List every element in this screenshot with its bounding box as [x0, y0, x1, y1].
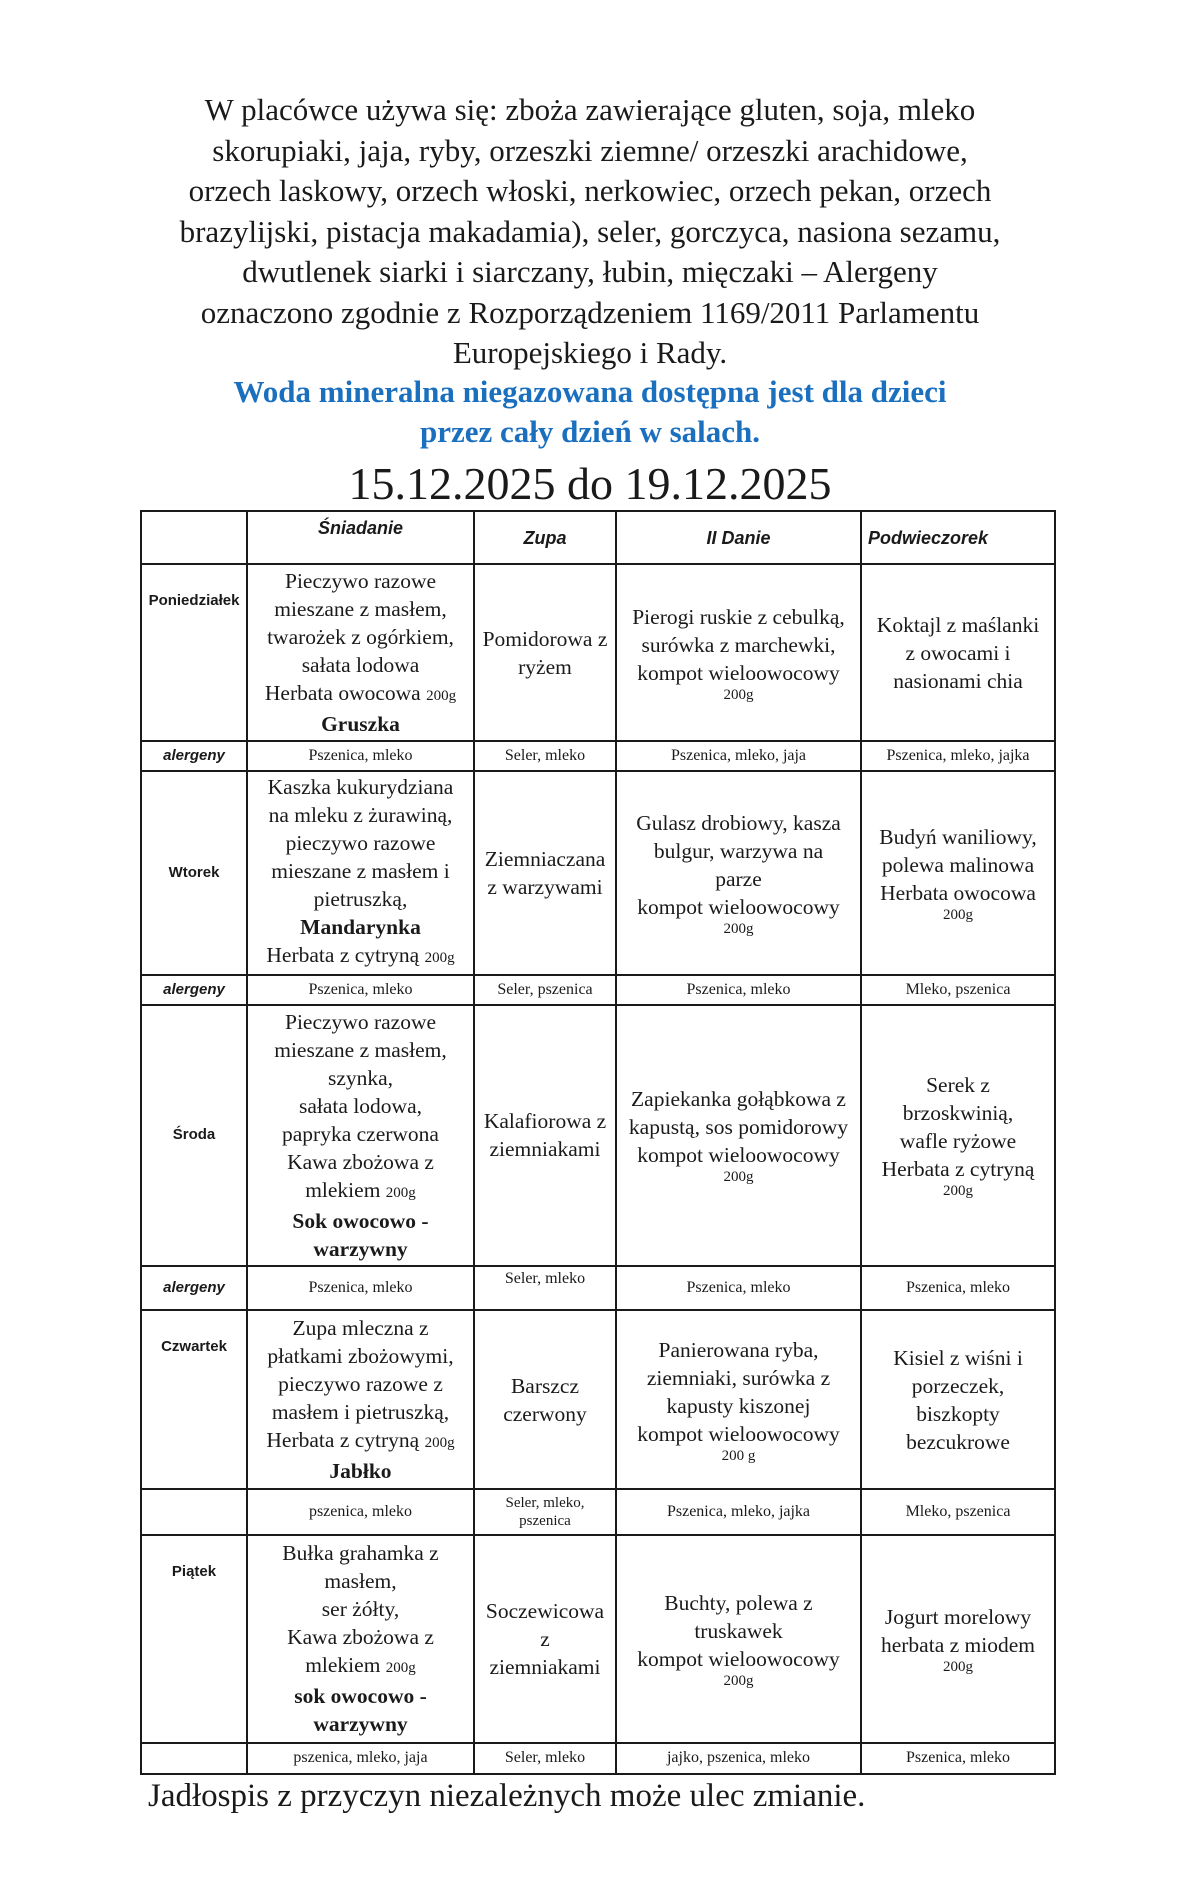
- menu-text: Herbata z cytryną: [266, 943, 420, 968]
- allergen-main: Pszenica, mleko, jajka: [616, 1489, 861, 1534]
- menu-text: mlekiem: [305, 1177, 381, 1202]
- allergen-breakfast: pszenica, mleko, jaja: [247, 1743, 474, 1774]
- menu-line: ziemniakami: [489, 1654, 601, 1679]
- menu-line: na mleku z żurawiną,: [268, 803, 453, 828]
- menu-line: polewa malinowa: [881, 852, 1035, 877]
- menu-line: porzeczek,: [911, 1373, 1005, 1398]
- snack-cell: [861, 564, 1055, 741]
- allergen-row: [141, 1266, 1055, 1310]
- portion-weight: 200g: [424, 950, 455, 967]
- menu-line: [250, 1176, 471, 1207]
- allergen-snack: Mleko, pszenica: [861, 1489, 1055, 1534]
- snack-cell: [861, 771, 1055, 974]
- menu-line: ser żółty,: [321, 1597, 400, 1622]
- menu-line: biszkopty: [916, 1401, 1000, 1426]
- menu-line: kapusty kiszonej: [666, 1393, 811, 1418]
- menu-line: herbata z miodem: [880, 1632, 1036, 1657]
- allergen-label: [141, 1489, 247, 1534]
- menu-line: Gulasz drobiowy, kasza: [636, 810, 841, 835]
- snack-cell: [861, 1310, 1055, 1489]
- water-line: przez cały dzień w salach.: [419, 414, 761, 449]
- portion-weight: 200g: [943, 1658, 973, 1675]
- menu-line: Jogurt morelowy: [884, 1604, 1032, 1629]
- notice-line: brazylijski, pistacja makadamia), seler, gorczyca, nasiona sezamu,: [179, 213, 1001, 249]
- allergen-label: alergeny: [141, 1266, 247, 1310]
- allergen-snack: Pszenica, mleko, jajka: [861, 741, 1055, 771]
- menu-line: Koktajl z maślanki: [876, 612, 1040, 637]
- allergen-soup: [474, 1489, 616, 1534]
- juice-line: warzywny: [313, 1236, 408, 1261]
- menu-text: mlekiem: [305, 1653, 381, 1678]
- menu-line: ziemniaki, surówka z: [646, 1365, 831, 1390]
- menu-line: Bułka grahamka z: [282, 1541, 439, 1566]
- menu-line: Zupa mleczna z: [292, 1316, 429, 1341]
- allergen-main: Pszenica, mleko: [616, 1266, 861, 1310]
- main-cell: [616, 1535, 861, 1743]
- soup-cell: [474, 1310, 616, 1489]
- allergen-soup: Seler, pszenica: [474, 975, 616, 1005]
- allergen-breakfast: Pszenica, mleko: [247, 741, 474, 771]
- allergen-label: alergeny: [141, 741, 247, 771]
- fruit-line: Jabłko: [329, 1459, 392, 1484]
- day-name: Piątek: [141, 1535, 247, 1743]
- main-cell: [616, 1310, 861, 1489]
- menu-line: sałata lodowa,: [299, 1093, 422, 1118]
- notice-line: skorupiaki, jaja, ryby, orzeszki ziemne/ orzeszki arachidowe,: [212, 132, 968, 168]
- main-cell: [616, 564, 861, 741]
- menu-line: surówka z marchewki,: [641, 632, 836, 657]
- menu-line: z: [540, 1626, 550, 1651]
- allergen-row: [141, 1489, 1055, 1534]
- main-cell: [616, 771, 861, 974]
- menu-line: masłem i pietruszką,: [271, 1400, 450, 1425]
- soup-cell: [474, 771, 616, 974]
- portion-weight: 200g: [426, 688, 457, 705]
- menu-line: bulgur, warzywa na: [653, 838, 824, 863]
- allergen-snack: Pszenica, mleko: [861, 1743, 1055, 1774]
- menu-line: bezcukrowe: [906, 1429, 1010, 1454]
- soup-cell: [474, 564, 616, 741]
- allergen-soup: Seler, mleko: [474, 1743, 616, 1774]
- allergen-notice: [140, 90, 1040, 374]
- menu-line: papryka czerwona: [282, 1121, 439, 1146]
- menu-line: kompot wieloowocowy: [637, 660, 840, 685]
- menu-line: twarożek z ogórkiem,: [267, 625, 454, 650]
- allergen-breakfast: pszenica, mleko: [247, 1489, 474, 1534]
- menu-line: z owocami i: [905, 640, 1011, 665]
- allergen-label: alergeny: [141, 975, 247, 1005]
- menu-line: Ziemniaczana: [484, 846, 606, 871]
- allergen-main: jajko, pszenica, mleko: [616, 1743, 861, 1774]
- allergen-label: [141, 1743, 247, 1774]
- menu-line: Serek z: [926, 1073, 990, 1098]
- notice-line: Europejskiego i Rady.: [452, 335, 728, 370]
- menu-line: masłem,: [324, 1569, 397, 1594]
- menu-line: parze: [715, 866, 762, 891]
- menu-line: z warzywami: [487, 874, 603, 899]
- day-row: [141, 1005, 1055, 1266]
- juice-line: Sok owocowo -: [292, 1208, 429, 1233]
- main-cell: [616, 1005, 861, 1266]
- portion-weight: 200g: [943, 906, 973, 923]
- water-line: Woda mineralna niegazowana dostępna jest dla dzieci: [233, 374, 947, 409]
- menu-line: Barszcz: [510, 1373, 580, 1398]
- snack-cell: [861, 1535, 1055, 1743]
- allergen-line: pszenica: [519, 1512, 571, 1529]
- menu-line: Panierowana ryba,: [658, 1337, 819, 1362]
- soup-cell: [474, 1535, 616, 1743]
- menu-line: Pieczywo razowe: [284, 569, 437, 594]
- juice-line: sok owocowo -: [294, 1684, 427, 1709]
- menu-line: Pomidorowa z: [482, 626, 608, 651]
- menu-line: kompot wieloowocowy: [637, 1143, 840, 1168]
- menu-line: mieszane z masłem,: [274, 597, 447, 622]
- menu-line: kompot wieloowocowy: [637, 1421, 840, 1446]
- portion-weight: 200g: [385, 1660, 416, 1677]
- menu-line: płatkami zbożowymi,: [267, 1344, 454, 1369]
- day-name: Środa: [141, 1005, 247, 1266]
- header-row: [141, 511, 1055, 564]
- allergen-snack: Pszenica, mleko: [861, 1266, 1055, 1310]
- portion-weight: 200g: [723, 920, 754, 937]
- menu-line: mieszane z masłem i: [271, 859, 450, 884]
- breakfast-cell: [247, 564, 474, 741]
- notice-line: oznaczono zgodnie z Rozporządzeniem 1169/2011 Parlamentu: [200, 294, 980, 330]
- portion-weight: 200g: [723, 1169, 754, 1186]
- menu-line: pietruszką,: [313, 887, 408, 912]
- menu-line: Pieczywo razowe: [284, 1009, 437, 1034]
- header-soup: Zupa: [474, 511, 616, 564]
- menu-line: brzoskwinią,: [902, 1101, 1014, 1126]
- fruit-line: Gruszka: [321, 712, 400, 737]
- portion-weight: 200g: [723, 686, 754, 703]
- allergen-line: Seler, mleko,: [505, 1494, 585, 1511]
- portion-weight: 200 g: [721, 1447, 756, 1464]
- menu-line: Herbata z cytryną: [881, 1157, 1035, 1182]
- menu-line: pieczywo razowe z: [278, 1372, 443, 1397]
- menu-line: Soczewicowa: [485, 1598, 605, 1623]
- menu-table: [140, 510, 1056, 1775]
- header-snack: Podwieczorek: [861, 511, 1055, 564]
- soup-cell: [474, 1005, 616, 1266]
- allergen-soup: Seler, mleko: [474, 741, 616, 771]
- day-row: [141, 1535, 1055, 1743]
- footer-note: Jadłospis z przyczyn niezależnych może ulec zmianie.: [148, 1778, 866, 1814]
- menu-line: kompot wieloowocowy: [637, 894, 840, 919]
- menu-line: Buchty, polewa z: [664, 1590, 813, 1615]
- day-name: Czwartek: [141, 1310, 247, 1489]
- menu-line: Kaszka kukurydziana: [267, 775, 454, 800]
- menu-line: Budyń waniliowy,: [879, 824, 1037, 849]
- menu-text: Herbata owocowa: [264, 681, 421, 706]
- menu-line: Pierogi ruskie z cebulką,: [632, 604, 845, 629]
- menu-line: Kawa zbożowa z: [287, 1625, 434, 1650]
- day-name: Poniedziałek: [141, 564, 247, 741]
- menu-line: Herbata owocowa: [880, 880, 1036, 905]
- juice-line: warzywny: [313, 1712, 408, 1737]
- menu-line: Kisiel z wiśni i: [893, 1345, 1023, 1370]
- allergen-main: Pszenica, mleko, jaja: [616, 741, 861, 771]
- portion-weight: 200g: [943, 1183, 973, 1200]
- day-name: Wtorek: [141, 771, 247, 974]
- portion-weight: 200g: [385, 1184, 416, 1201]
- menu-line: [250, 941, 471, 972]
- header-main: II Danie: [616, 511, 861, 564]
- menu-line: [250, 1651, 471, 1682]
- portion-weight: 200g: [424, 1435, 455, 1452]
- menu-line: kompot wieloowocowy: [637, 1646, 840, 1671]
- corner-cell: [141, 511, 247, 564]
- allergen-row: [141, 975, 1055, 1005]
- fruit-line: Mandarynka: [300, 915, 421, 940]
- day-row: [141, 1310, 1055, 1489]
- menu-line: mieszane z masłem,: [274, 1037, 447, 1062]
- menu-line: Kawa zbożowa z: [287, 1149, 434, 1174]
- menu-line: [250, 679, 471, 710]
- breakfast-cell: [247, 771, 474, 974]
- menu-line: ryżem: [518, 654, 572, 679]
- menu-line: truskawek: [694, 1618, 783, 1643]
- menu-line: wafle ryżowe: [899, 1129, 1017, 1154]
- menu-line: nasionami chia: [893, 668, 1023, 693]
- allergen-soup: Seler, mleko: [474, 1266, 616, 1310]
- day-row: [141, 564, 1055, 741]
- menu-line: ziemniakami: [489, 1137, 601, 1162]
- allergen-row: [141, 741, 1055, 771]
- allergen-breakfast: Pszenica, mleko: [247, 975, 474, 1005]
- notice-line: W placówce używa się: zboża zawierające gluten, soja, mleko: [204, 92, 976, 127]
- menu-line: czerwony: [503, 1401, 587, 1426]
- allergen-snack: Mleko, pszenica: [861, 975, 1055, 1005]
- day-row: [141, 771, 1055, 974]
- notice-line: dwutlenek siarki i siarczany, łubin, mięczaki – Alergeny: [242, 254, 938, 289]
- menu-line: pieczywo razowe: [285, 831, 436, 856]
- allergen-row: [141, 1743, 1055, 1774]
- allergen-breakfast: Pszenica, mleko: [247, 1266, 474, 1310]
- menu-line: szynka,: [327, 1065, 394, 1090]
- menu-line: Zapiekanka gołąbkowa z: [631, 1087, 846, 1112]
- breakfast-cell: [247, 1310, 474, 1489]
- notice-line: orzech laskowy, orzech włoski, nerkowiec, orzech pekan, orzech: [188, 173, 992, 208]
- water-notice: [140, 372, 1040, 452]
- breakfast-cell: [247, 1535, 474, 1743]
- allergen-main: Pszenica, mleko: [616, 975, 861, 1005]
- menu-line: sałata lodowa: [301, 653, 420, 678]
- portion-weight: 200g: [723, 1672, 754, 1689]
- snack-cell: [861, 1005, 1055, 1266]
- menu-line: Kalafiorowa z: [483, 1109, 607, 1134]
- menu-line: kapustą, sos pomidorowy: [628, 1115, 849, 1140]
- breakfast-cell: [247, 1005, 474, 1266]
- header-breakfast: Śniadanie: [247, 511, 474, 564]
- menu-line: [250, 1426, 471, 1457]
- menu-text: Herbata z cytryną: [266, 1428, 420, 1453]
- date-range: 15.12.2025 do 19.12.2025: [348, 458, 832, 509]
